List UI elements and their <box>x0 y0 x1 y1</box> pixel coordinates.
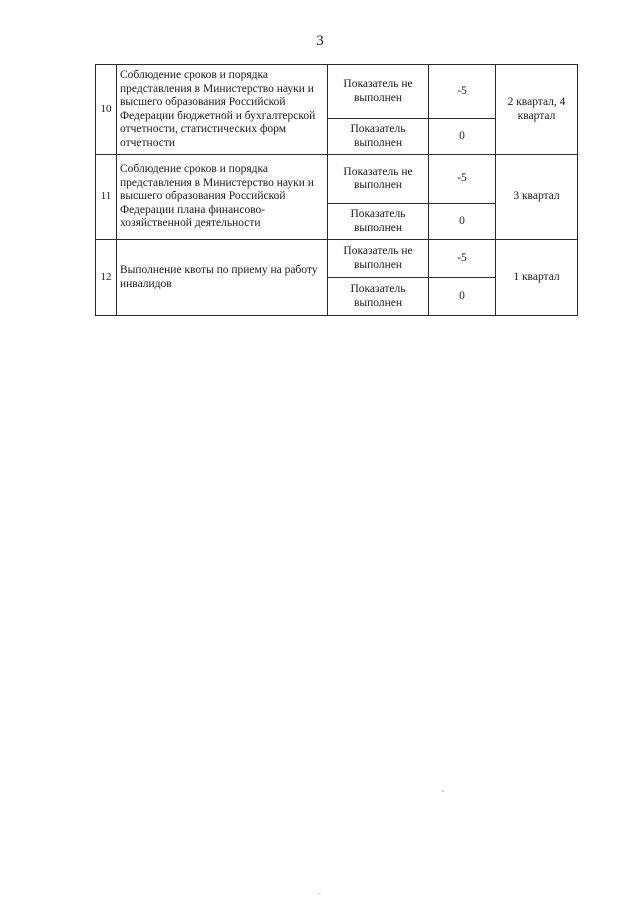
outcome-score: -5 <box>429 155 496 204</box>
reporting-period: 1 квартал <box>496 240 578 316</box>
criterion-description: Соблюдение сроков и порядка представления в Министерство науки и высшего образования Российской Федерации плана финансово-хозяйственной деятельности <box>117 155 328 240</box>
outcome-status: Показатель выполнен <box>328 119 429 155</box>
criteria-table <box>95 64 578 316</box>
scan-speck <box>318 893 321 894</box>
outcome-score: 0 <box>429 119 496 155</box>
scan-speck <box>442 790 444 792</box>
page-number: 3 <box>316 33 324 49</box>
table-row <box>96 240 578 278</box>
outcome-score: 0 <box>429 204 496 240</box>
reporting-period: 2 квартал, 4 квартал <box>496 65 578 155</box>
outcome-status: Показатель выполнен <box>328 204 429 240</box>
outcome-score: 0 <box>429 278 496 316</box>
row-number: 10 <box>96 65 117 155</box>
outcome-status: Показатель не выполнен <box>328 155 429 204</box>
outcome-score: -5 <box>429 240 496 278</box>
reporting-period: 3 квартал <box>496 155 578 240</box>
outcome-status: Показатель не выполнен <box>328 65 429 119</box>
criterion-description: Выполнение квоты по приему на работу инвалидов <box>117 240 328 316</box>
row-number: 11 <box>96 155 117 240</box>
table-row <box>96 155 578 204</box>
row-number: 12 <box>96 240 117 316</box>
criterion-description: Соблюдение сроков и порядка представления в Министерство науки и высшего образования Российской Федерации бюджетной и бухгалтерской отчетности, статистических форм отчетности <box>117 65 328 155</box>
table-row <box>96 65 578 119</box>
outcome-status: Показатель не выполнен <box>328 240 429 278</box>
outcome-status: Показатель выполнен <box>328 278 429 316</box>
outcome-score: -5 <box>429 65 496 119</box>
